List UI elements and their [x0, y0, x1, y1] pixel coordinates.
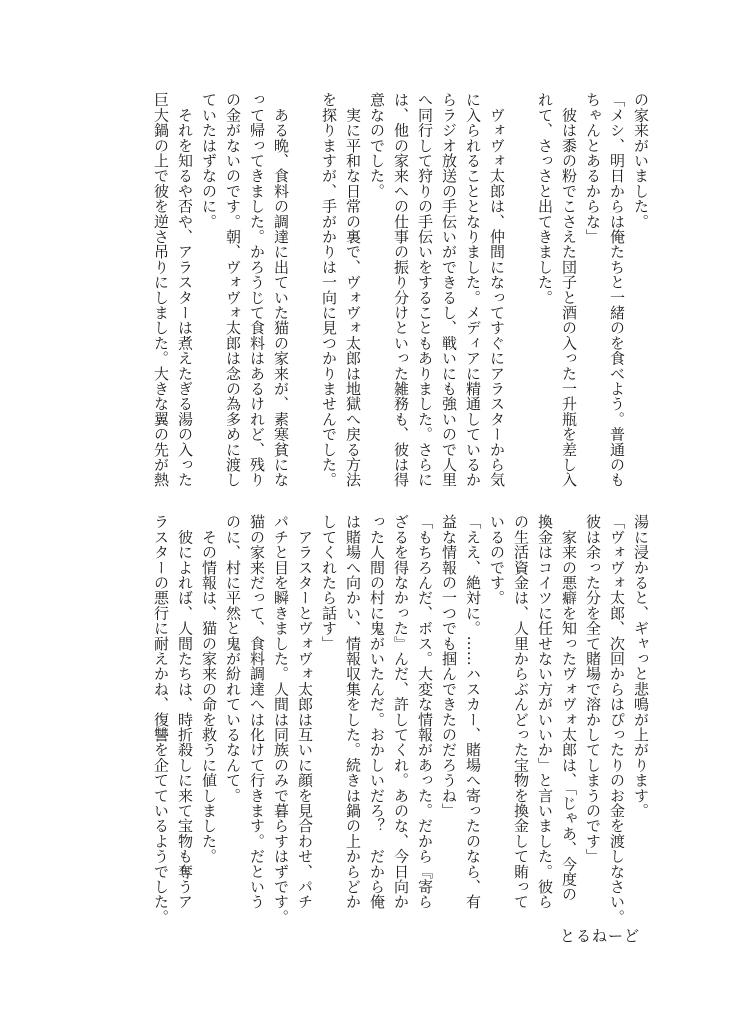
text-column: 彼によれば、人間たちは、時折殺しに来て宝物も奪うア	[176, 514, 194, 910]
text-column: その情報は、猫の家来の命を救うに値しました。	[200, 514, 218, 864]
text-column: 「ええ、絶対に。……ハスカー、賭場へ寄ったのなら、有	[464, 514, 482, 910]
text-column: いるのです。	[488, 514, 506, 606]
text-column: らラジオ放送の手伝いができるし、戦いにも強いので人里	[440, 92, 458, 488]
text-column: った人間の村に鬼がいたんだ。おかしいだろ？ だから俺	[368, 514, 386, 910]
text-column: の生活資金は、人里からぶんどった宝物を換金して賄って	[512, 514, 530, 910]
text-column: は、他の家来への仕事の振り分けといった雑務も、彼は得	[392, 92, 410, 488]
text-column: 湯に浸かると、ギャっと悲鳴が上がります。	[632, 514, 650, 818]
text-column: 「ヴォヴォ太郎、次回からはぴったりのお金を渡しなさい。	[608, 514, 626, 925]
text-column: してくれたら話す」	[320, 514, 338, 651]
text-column: のに、村に平然と鬼が紛れているなんて。	[224, 514, 242, 803]
text-column: 意なのでした。	[368, 92, 386, 199]
text-column: 猫の家来だって、食料調達へは化けて行きます。だという	[248, 514, 266, 910]
text-column: ちゃんとあるからな」	[584, 92, 602, 244]
text-column: アラスターとヴォヴォ太郎は互いに顔を見合わせ、パチ	[296, 514, 314, 910]
text-column: 巨大鍋の上で彼を逆さ吊りにしました。大きな翼の先が熱	[152, 92, 170, 488]
text-column: 家来の悪癖を知ったヴォヴォ太郎は、「じゃあ、今度の	[560, 514, 578, 902]
text-column	[293, 92, 317, 492]
text-column: ヴォヴォ太郎は、仲間になってすぐにアラスターから気	[488, 92, 506, 488]
upper-text-block	[149, 92, 653, 492]
lower-text-block	[149, 514, 653, 925]
text-column: の家来がいました。	[632, 92, 650, 229]
text-column: 「メシ、明日からは俺たちと一緒のを食べよう。普通のも	[608, 92, 626, 488]
text-column: 彼は余った分を全て賭場で溶かしてしまうのです」	[584, 514, 602, 864]
text-column: ざるを得なかった』んだ、許してくれ。あのな、今日向か	[392, 514, 410, 910]
text-column: 益な情報の一つでも掴んできたのだろうね」	[440, 514, 458, 818]
author-name: とるねーど	[560, 927, 641, 945]
text-column: 彼は黍の粉でこさえた団子と酒の入った一升瓶を差し入	[560, 92, 578, 488]
text-column: へ同行して狩りの手伝いをすることもありました。さらに	[416, 92, 434, 488]
text-column: 換金はコイツに任せない方がいいか」と言いました。彼ら	[536, 514, 554, 910]
text-column: は賭場へ向かい、情報収集をした。続きは鍋の上からどか	[344, 514, 362, 910]
text-column: ある晩、食料の調達に出ていた猫の家来が、素寒貧にな	[272, 92, 290, 488]
text-column: って帰ってきました。かろうじて食料はあるけれど、残り	[248, 92, 266, 488]
text-column: を探りますが、手がかりは一向に見つかりませんでした。	[320, 92, 338, 488]
text-column: ラスターの悪行に耐えかね、復讐を企てているようでした。	[152, 514, 170, 925]
text-column	[509, 92, 533, 492]
text-column: 「もちろんだ、ボス。大変な情報があった。だから『寄ら	[416, 514, 434, 910]
text-column: れて、さっさと出てきました。	[536, 92, 554, 305]
text-column: 実に平和な日常の裏で、ヴォヴォ太郎は地獄へ戻る方法	[344, 92, 362, 488]
text-column: それを知るや否や、アラスターは煮えたぎる湯の入った	[176, 92, 194, 488]
text-column: パチと目を瞬きました。人間は同族のみで暮らすはずです。	[272, 514, 290, 925]
text-column: ていたはずなのに。	[200, 92, 218, 229]
text-column: に入られることとなりました。メディアに精通しているか	[464, 92, 482, 488]
text-column: の金がないのです。朝、ヴォヴォ太郎は念の為多めに渡し	[224, 92, 242, 488]
